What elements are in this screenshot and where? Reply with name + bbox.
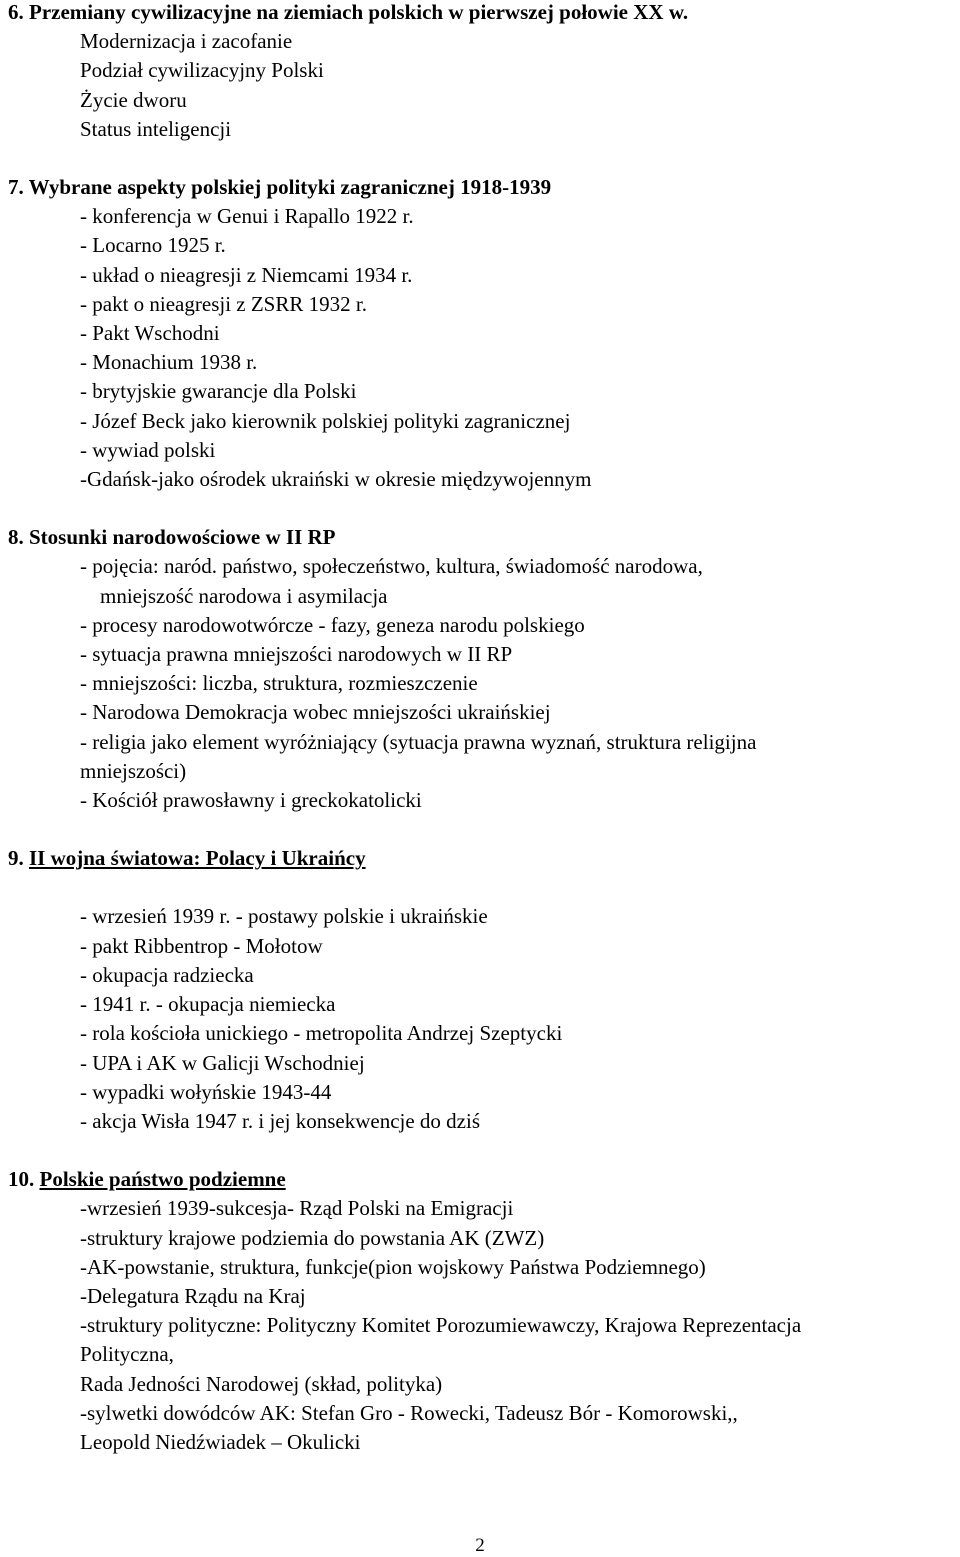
section-7-item: - Monachium 1938 r. [80, 350, 258, 375]
section-7-title: 7. Wybrane aspekty polskiej polityki zagranicznej 1918-1939 [8, 175, 552, 200]
section-8-item-continuation: mniejszość narodowa i asymilacja [100, 583, 388, 608]
section-8-item: - mniejszości: liczba, struktura, rozmieszczenie [80, 671, 478, 696]
section-10-title [8, 1165, 953, 1194]
section-9-item: - akcja Wisła 1947 r. i jej konsekwencje do dziś [80, 1108, 480, 1133]
section-7-item: - Józef Beck jako kierownik polskiej polityki zagranicznej [80, 408, 571, 433]
section-10-item: -AK-powstanie, struktura, funkcje(pion wojskowy Państwa Podziemnego) [80, 1254, 706, 1279]
section-6-item: Modernizacja i zacofanie [80, 29, 293, 54]
section-9-item: - wrzesień 1939 r. - postawy polskie i ukraińskie [80, 904, 488, 929]
section-10-item-continuation: Polityczna, [80, 1342, 174, 1367]
section-8-item: - religia jako element wyróżniający (sytuacja prawna wyznań, struktura religijna [80, 729, 757, 754]
section-6-item: Podział cywilizacyjny Polski [80, 58, 324, 83]
section-9-item: - pakt Ribbentrop - Mołotow [80, 933, 323, 958]
section-10-item: -wrzesień 1939-sukcesja- Rząd Polski na Emigracji [80, 1196, 514, 1221]
section-10-number: 10. [8, 1167, 40, 1192]
section-6-title: 6. Przemiany cywilizacyjne na ziemiach polskich w pierwszej połowie XX w. [8, 0, 689, 24]
page-number: 2 [475, 1535, 485, 1556]
section-9-item: - wypadki wołyńskie 1943-44 [80, 1079, 332, 1104]
section-8-item: - Kościół prawosławny i greckokatolicki [80, 788, 422, 813]
section-8-item: - procesy narodowotwórcze - fazy, geneza narodu polskiego [80, 612, 585, 637]
section-10-item-continuation: Leopold Niedźwiadek – Okulicki [80, 1429, 361, 1454]
section-7-item: - układ o nieagresji z Niemcami 1934 r. [80, 262, 413, 287]
section-7-item: - pakt o nieagresji z ZSRR 1932 r. [80, 291, 367, 316]
section-7-item: - Locarno 1925 r. [80, 233, 226, 258]
section-9-number: 9. [8, 846, 29, 871]
section-9-item: - UPA i AK w Galicji Wschodniej [80, 1050, 365, 1075]
section-10-item: -sylwetki dowódców AK: Stefan Gro - Rowecki, Tadeusz Bór - Komorowski,, [80, 1400, 738, 1425]
section-8-item: - pojęcia: naród. państwo, społeczeństwo, kultura, świadomość narodowa, [80, 554, 703, 579]
section-7-item: - Pakt Wschodni [80, 321, 220, 346]
section-10-item: -struktury polityczne: Polityczny Komitet Porozumiewawczy, Krajowa Reprezentacja [80, 1313, 802, 1338]
section-7-item: - brytyjskie gwarancje dla Polski [80, 379, 357, 404]
section-9-item: - okupacja radziecka [80, 962, 254, 987]
document-page [8, 0, 953, 1457]
section-8-title: 8. Stosunki narodowościowe w II RP [8, 525, 336, 550]
section-9-title-text: II wojna światowa: Polacy i Ukraińcy [29, 846, 366, 871]
section-6-item: Status inteligencji [80, 116, 232, 141]
section-7-item: - konferencja w Genui i Rapallo 1922 r. [80, 204, 414, 229]
section-9-item: - rola kościoła unickiego - metropolita Andrzej Szeptycki [80, 1021, 563, 1046]
section-10-item: -Delegatura Rządu na Kraj [80, 1283, 306, 1308]
section-7-item: - wywiad polski [80, 437, 216, 462]
section-9-title [8, 844, 953, 873]
section-8-item: - sytuacja prawna mniejszości narodowych w II RP [80, 642, 513, 667]
section-6-item: Życie dworu [80, 87, 187, 112]
section-8-item-continuation: mniejszości) [80, 758, 187, 783]
section-10-title-text: Polskie państwo podziemne [39, 1167, 286, 1192]
section-10-item: Rada Jedności Narodowej (skład, polityka) [80, 1371, 443, 1396]
section-7-item: -Gdańsk-jako ośrodek ukraiński w okresie międzywojennym [80, 467, 592, 492]
section-10-item: -struktury krajowe podziemia do powstania AK (ZWZ) [80, 1225, 545, 1250]
section-9-item: - 1941 r. - okupacja niemiecka [80, 992, 336, 1017]
section-8-item: - Narodowa Demokracja wobec mniejszości ukraińskiej [80, 700, 551, 725]
